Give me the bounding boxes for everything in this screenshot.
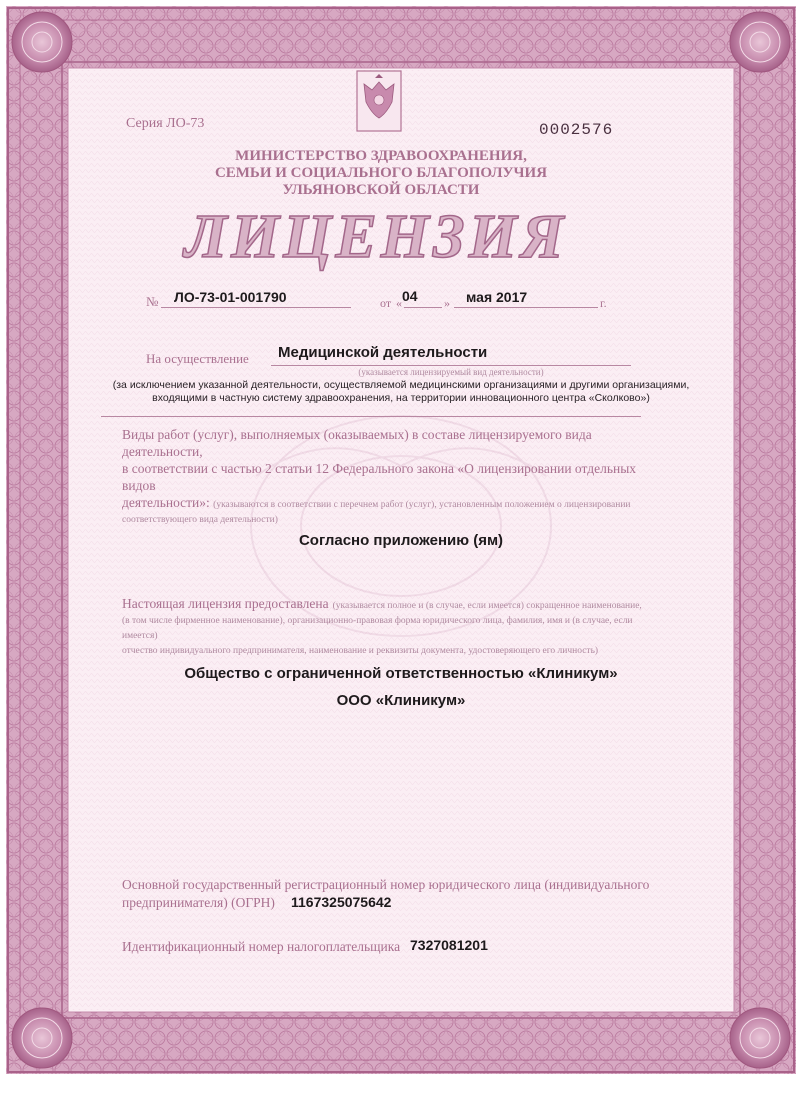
document-title: ЛИЦЕНЗИЯ: [184, 203, 568, 271]
activity-value: Медицинской деятельности: [278, 344, 488, 361]
granted-hint-2: (в том числе фирменное наименование), организационно-правовая форма юридического лица, фамилия, имя и (в случае, если имеется): [122, 616, 633, 641]
granted-label: Настоящая лицензия предоставлена: [122, 596, 329, 611]
granted-hint-3: отчество индивидуального предпринимателя, наименование и реквизиты документа, удостоверяющего его личность): [122, 646, 599, 656]
granted-block: [122, 596, 652, 659]
coat-of-arms-icon: [356, 70, 402, 132]
issuer-block: [156, 148, 606, 199]
works-line-3: деятельности»:: [122, 495, 210, 510]
license-month-year: мая 2017: [466, 289, 528, 305]
granted-hint-1: (указывается полное и (в случае, если имеется) сокращенное наименование,: [332, 601, 642, 611]
issuer-line-3: УЛЬЯНОВСКОЙ ОБЛАСТИ: [282, 182, 480, 198]
blank-number: 0002576: [539, 121, 614, 139]
issuer-line-2: СЕМЬИ И СОЦИАЛЬНОГО БЛАГОПОЛУЧИЯ: [214, 165, 548, 181]
activity-note-line-2: входящими в частную систему здравоохранения, на территории инновационного центра «Сколково»): [152, 392, 650, 404]
ogrn-value: 1167325075642: [291, 894, 392, 910]
license-day: 04: [402, 288, 418, 304]
organization-short-name: ООО «Клиникум»: [336, 692, 466, 709]
ogrn-line-1: Основной государственный регистрационный номер юридического лица (индивидуального: [122, 877, 650, 892]
activity-underline: [271, 365, 631, 366]
month-underline: [454, 307, 598, 308]
activity-hint: (указывается лицензируемый вид деятельности): [358, 367, 544, 377]
date-label: от: [380, 296, 392, 310]
activity-note: [96, 379, 706, 405]
date-quote-open: «: [396, 296, 402, 310]
inn-label: Идентификационный номер налогоплательщика: [122, 939, 401, 954]
works-hint-1: (указываются в соответствии с перечнем работ (услуг), установленным положением о лицензировании: [213, 500, 631, 510]
number-label: №: [146, 294, 159, 309]
issuer-line-1: МИНИСТЕРСТВО ЗДРАВООХРАНЕНИЯ,: [235, 148, 527, 164]
works-line-2: в соответствии с частью 2 статьи 12 Федерального закона «О лицензировании отдельных видов: [122, 461, 637, 493]
year-suffix: г.: [600, 296, 607, 310]
license-document: [6, 6, 796, 1074]
works-block: [122, 426, 652, 526]
works-hint-2: соответствующего вида деятельности): [122, 515, 278, 525]
day-underline: [404, 307, 442, 308]
works-line-1: Виды работ (услуг), выполняемых (оказываемых) в составе лицензируемого вида деятельности,: [122, 427, 592, 459]
works-value: Согласно приложению (ям): [298, 532, 504, 549]
ogrn-block: [122, 876, 662, 912]
ogrn-line-2: предпринимателя) (ОГРН): [122, 895, 275, 910]
organization-full-name: Общество с ограниченной ответственностью «Клиникум»: [184, 665, 618, 682]
inn-value: 7327081201: [410, 937, 488, 953]
activity-label: На осуществление: [146, 351, 249, 366]
date-quote-close: »: [444, 296, 450, 310]
activity-note-line-1: (за исключением указанной деятельности, осуществляемой медицинскими организациями и другими организациями,: [112, 379, 690, 391]
activity-note-underline: [101, 416, 641, 417]
license-number: ЛО-73-01-001790: [174, 289, 287, 305]
series-label: Серия ЛО-73: [126, 116, 205, 131]
number-underline: [161, 307, 351, 308]
